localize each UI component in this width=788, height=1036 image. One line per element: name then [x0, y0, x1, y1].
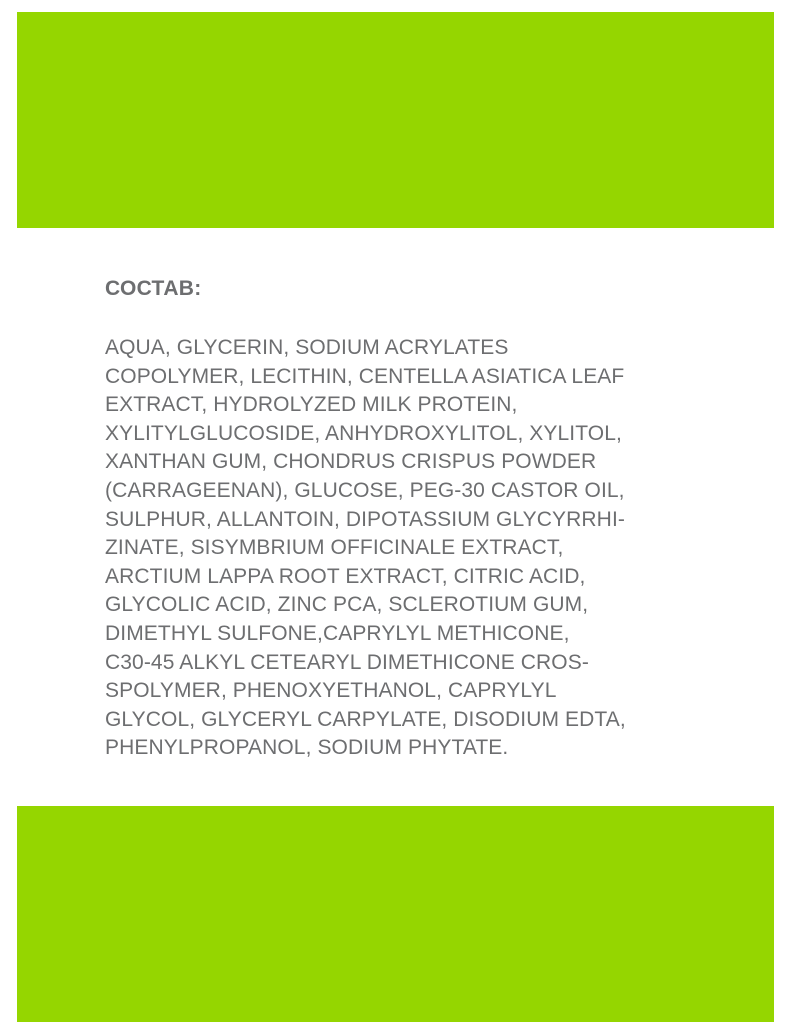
ingredients-heading: СОСТАВ: — [105, 277, 202, 300]
ingredients-line: ZINATE, SISYMBRIUM OFFICINALE EXTRACT, — [105, 536, 564, 560]
ingredients-line: C30-45 ALKYL CETEARYL DIMETHICONE CROS- — [105, 650, 589, 674]
ingredients-line: SULPHUR, ALLANTOIN, DIPOTASSIUM GLYCYRRHI- — [105, 507, 625, 531]
ingredients-line: XANTHAN GUM, CHONDRUS CRISPUS POWDER — [105, 450, 597, 474]
ingredients-line: COPOLYMER, LECITHIN, CENTELLA ASIATICA LEAF — [105, 364, 625, 388]
ingredients-line: DIMETHYL SULFONE,CAPRYLYL METHICONE, — [105, 621, 570, 645]
ingredients-line: SPOLYMER, PHENOXYETHANOL, CAPRYLYL — [105, 679, 557, 703]
ingredients-line: GLYCOL, GLYCERYL CARPYLATE, DISODIUM EDTA, — [105, 707, 626, 731]
ingredients-line: GLYCOLIC ACID, ZINC PCA, SCLEROTIUM GUM, — [105, 593, 589, 617]
ingredients-line: AQUA, GLYCERIN, SODIUM ACRYLATES — [105, 336, 509, 359]
ingredients-section — [105, 276, 725, 763]
ingredients-line: XYLITYLGLUCOSIDE, ANHYDROXYLITOL, XYLITOL, — [105, 421, 622, 445]
ingredients-line: ARCTIUM LAPPA ROOT EXTRACT, CITRIC ACID, — [105, 564, 586, 588]
bottom-green-band — [17, 806, 774, 1022]
top-green-band — [17, 12, 774, 228]
ingredients-list — [105, 334, 725, 763]
ingredients-line: EXTRACT, HYDROLYZED MILK PROTEIN, — [105, 393, 518, 417]
ingredients-line: (CARRAGEENAN), GLUCOSE, PEG-30 CASTOR OIL, — [105, 478, 625, 502]
ingredients-line: PHENYLPROPANOL, SODIUM PHYTATE. — [105, 736, 509, 760]
